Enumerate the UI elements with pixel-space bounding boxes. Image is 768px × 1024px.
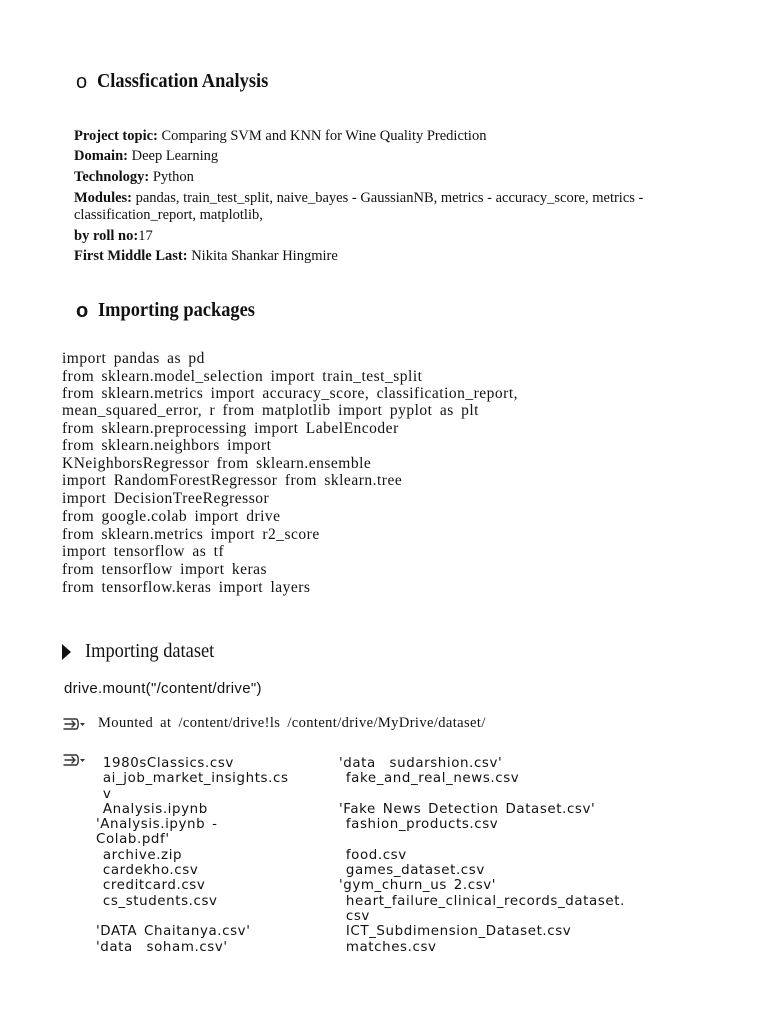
code-line: from tensorflow import keras xyxy=(62,561,268,578)
code-line: from sklearn.preprocessing import LabelEncoder xyxy=(62,420,399,437)
section-heading-importing-dataset[interactable] xyxy=(62,640,226,663)
technology-label: Technology: xyxy=(74,169,150,185)
project-topic xyxy=(74,128,486,145)
code-line: mean_squared_error, r from matplotlib import pyplot as plt xyxy=(62,402,479,419)
modules-label: Modules: xyxy=(74,190,132,206)
code-line: from sklearn.neighbors import xyxy=(62,437,272,454)
file-listing-right: 'data sudarshion.csv' fake_and_real_news.csv 'Fake News Detection Dataset.csv' fashion_products.csv food.csv games_dataset.csv 'gym_churn_us 2.csv' heart_failure_clinical_records_dataset. csv ICT_Subdimension_Dataset.csv matches.csv xyxy=(339,756,625,955)
project-topic-label: Project topic: xyxy=(74,128,158,144)
code-line: from sklearn.metrics import r2_score xyxy=(62,526,320,543)
code-line: from google.colab import drive xyxy=(62,508,281,525)
project-domain xyxy=(74,148,218,165)
project-roll xyxy=(74,228,153,245)
bullet-o-icon: o xyxy=(76,70,88,93)
section-title: Classfication Analysis xyxy=(97,70,269,92)
name-label: First Middle Last: xyxy=(74,248,188,264)
section-heading-classification xyxy=(76,70,283,93)
code-line: KNeighborsRegressor from sklearn.ensemble xyxy=(62,455,372,472)
project-topic-value: Comparing SVM and KNN for Wine Quality Prediction xyxy=(157,128,487,144)
code-line: from sklearn.metrics import accuracy_score, classification_report, xyxy=(62,385,519,402)
bullet-o-icon: o xyxy=(76,299,89,322)
code-line: import RandomForestRegressor from sklearn.tree xyxy=(62,472,403,489)
modules-value: pandas, train_test_split, naive_bayes - GaussianNB, metrics - accuracy_score, metrics - classification_report, matplotlib, xyxy=(74,190,644,223)
output-text: Mounted at /content/drive!ls /content/drive/MyDrive/dataset/ xyxy=(98,715,486,731)
section-heading-importing-packages xyxy=(76,299,269,322)
project-technology xyxy=(74,169,194,186)
code-line: import DecisionTreeRegressor xyxy=(62,490,270,507)
domain-label: Domain: xyxy=(74,148,128,164)
code-line: import tensorflow as tf xyxy=(62,543,225,560)
section-title: Importing packages xyxy=(98,299,256,321)
code-line: from tensorflow.keras import layers xyxy=(62,579,311,596)
output-toggle-icon[interactable] xyxy=(63,752,85,768)
code-cell[interactable]: drive.mount("/content/drive") xyxy=(64,680,262,697)
section-title: Importing dataset xyxy=(85,640,215,662)
name-value: Nikita Shankar Hingmire xyxy=(187,248,338,264)
roll-value: 17 xyxy=(138,228,153,244)
collapse-triangle-icon[interactable] xyxy=(62,644,71,660)
project-modules xyxy=(74,190,714,224)
project-name xyxy=(74,248,338,265)
output-toggle-icon[interactable] xyxy=(63,716,85,732)
roll-label: by roll no: xyxy=(74,228,139,244)
code-line: from sklearn.model_selection import train_test_split xyxy=(62,368,423,385)
code-line: import pandas as pd xyxy=(62,350,205,367)
technology-value: Python xyxy=(149,169,194,185)
file-listing-left: 1980sClassics.csv ai_job_market_insights.cs v Analysis.ipynb 'Analysis.ipynb - Colab.pdf' archive.zip cardekho.csv creditcard.csv cs_students.csv 'DATA Chaitanya.csv' 'data soham.csv' xyxy=(96,756,289,955)
domain-value: Deep Learning xyxy=(127,148,219,164)
